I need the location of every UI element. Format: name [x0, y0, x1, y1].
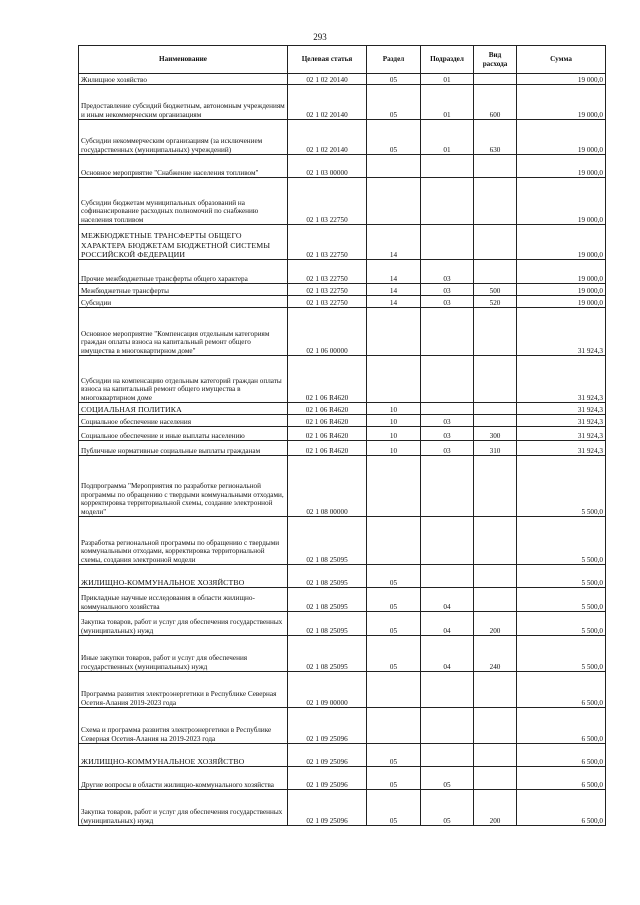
- table-row: [79, 517, 606, 565]
- row-section-cell: 10: [367, 403, 421, 415]
- row-name-cell: ЖИЛИЩНО-КОММУНАЛЬНОЕ ХОЗЯЙСТВО: [79, 744, 288, 767]
- row-type-cell: [474, 767, 517, 790]
- table-row: [79, 308, 606, 356]
- row-code-cell: 02 1 08 25095: [288, 588, 367, 612]
- row-section-cell: [367, 708, 421, 744]
- table-row: [79, 85, 606, 120]
- row-code-cell: 02 1 06 R4620: [288, 441, 367, 456]
- row-sum-cell: 31 924,3: [517, 441, 606, 456]
- row-type-cell: 520: [474, 296, 517, 308]
- row-sum-cell: 6 500,0: [517, 744, 606, 767]
- row-subsection-cell: [421, 403, 474, 415]
- row-sum-cell: 5 500,0: [517, 588, 606, 612]
- row-sum-cell: 5 500,0: [517, 565, 606, 588]
- row-subsection-cell: [421, 517, 474, 565]
- header-section: Раздел: [367, 46, 421, 74]
- header-name: Наименование: [79, 46, 288, 74]
- row-sum-cell: 5 500,0: [517, 636, 606, 672]
- row-subsection-cell: 03: [421, 296, 474, 308]
- row-name-cell: Субсидии бюджетам муниципальных образований на софинансирование расходных полномочий по снабжению населения топливом: [79, 178, 288, 225]
- row-code-cell: 02 1 06 R4620: [288, 415, 367, 427]
- row-code-cell: 02 1 03 22750: [288, 178, 367, 225]
- row-code-cell: 02 1 09 25096: [288, 790, 367, 826]
- row-sum-cell: 19 000,0: [517, 155, 606, 178]
- row-code-cell: 02 1 06 R4620: [288, 403, 367, 415]
- header-type: Вид расхода: [474, 46, 517, 74]
- row-section-cell: 05: [367, 85, 421, 120]
- row-subsection-cell: 05: [421, 767, 474, 790]
- row-section-cell: [367, 178, 421, 225]
- row-name-cell: Предоставление субсидий бюджетным, автономным учреждениям и иным некоммерческим организациям: [79, 85, 288, 120]
- row-code-cell: 02 1 08 25095: [288, 517, 367, 565]
- row-type-cell: 200: [474, 612, 517, 636]
- row-code-cell: 02 1 09 25096: [288, 744, 367, 767]
- row-subsection-cell: [421, 672, 474, 708]
- row-name-cell: Прочие межбюджетные трансферты общего характера: [79, 260, 288, 284]
- row-type-cell: [474, 356, 517, 403]
- header-subsection: Подраздел: [421, 46, 474, 74]
- row-code-cell: 02 1 09 00000: [288, 672, 367, 708]
- row-type-cell: 300: [474, 427, 517, 441]
- row-subsection-cell: 03: [421, 284, 474, 296]
- table-row: [79, 790, 606, 826]
- row-subsection-cell: 05: [421, 790, 474, 826]
- row-name-cell: Субсидии некоммерческим организациям (за исключением государственных (муниципальных) учреждений): [79, 120, 288, 155]
- row-name-cell: Закупка товаров, работ и услуг для обеспечения государственных (муниципальных) нужд: [79, 612, 288, 636]
- row-subsection-cell: 04: [421, 588, 474, 612]
- row-subsection-cell: [421, 155, 474, 178]
- row-section-cell: 05: [367, 767, 421, 790]
- row-code-cell: 02 1 08 25095: [288, 565, 367, 588]
- row-subsection-cell: [421, 308, 474, 356]
- row-sum-cell: 6 500,0: [517, 672, 606, 708]
- row-section-cell: 05: [367, 74, 421, 85]
- table-row: [79, 456, 606, 517]
- row-name-cell: Субсидии: [79, 296, 288, 308]
- table-row: [79, 612, 606, 636]
- row-name-cell: Прикладные научные исследования в области жилищно-коммунального хозяйства: [79, 588, 288, 612]
- row-sum-cell: 19 000,0: [517, 296, 606, 308]
- row-subsection-cell: [421, 456, 474, 517]
- row-sum-cell: 6 500,0: [517, 708, 606, 744]
- table-row: [79, 74, 606, 85]
- row-name-cell: Другие вопросы в области жилищно-коммунального хозяйства: [79, 767, 288, 790]
- row-code-cell: 02 1 02 20140: [288, 74, 367, 85]
- row-code-cell: 02 1 03 22750: [288, 225, 367, 260]
- row-name-cell: Межбюджетные трансферты: [79, 284, 288, 296]
- table-row: [79, 767, 606, 790]
- table-row: [79, 441, 606, 456]
- table-row: [79, 155, 606, 178]
- table-row: [79, 565, 606, 588]
- row-code-cell: 02 1 02 20140: [288, 85, 367, 120]
- row-subsection-cell: 04: [421, 636, 474, 672]
- row-name-cell: Жилищное хозяйство: [79, 74, 288, 85]
- row-code-cell: 02 1 06 00000: [288, 308, 367, 356]
- header-code: Целевая статья: [288, 46, 367, 74]
- table-header-row: [79, 46, 606, 74]
- row-name-cell: МЕЖБЮДЖЕТНЫЕ ТРАНСФЕРТЫ ОБЩЕГО ХАРАКТЕРА БЮДЖЕТАМ БЮДЖЕТНОЙ СИСТЕМЫ РОССИЙСКОЙ ФЕДЕРАЦИИ: [79, 225, 288, 260]
- row-name-cell: СОЦИАЛЬНАЯ ПОЛИТИКА: [79, 403, 288, 415]
- row-section-cell: 05: [367, 744, 421, 767]
- row-name-cell: ЖИЛИЩНО-КОММУНАЛЬНОЕ ХОЗЯЙСТВО: [79, 565, 288, 588]
- row-type-cell: [474, 672, 517, 708]
- row-subsection-cell: 01: [421, 74, 474, 85]
- table-row: [79, 415, 606, 427]
- row-sum-cell: 19 000,0: [517, 178, 606, 225]
- row-code-cell: 02 1 03 00000: [288, 155, 367, 178]
- budget-table: [78, 45, 606, 826]
- row-type-cell: [474, 415, 517, 427]
- row-type-cell: [474, 708, 517, 744]
- row-section-cell: [367, 517, 421, 565]
- row-sum-cell: 31 924,3: [517, 356, 606, 403]
- row-code-cell: 02 1 03 22750: [288, 284, 367, 296]
- row-type-cell: [474, 74, 517, 85]
- table-row: [79, 260, 606, 284]
- row-type-cell: 600: [474, 85, 517, 120]
- row-name-cell: Подпрограмма "Мероприятия по разработке региональной программы по обращению с твердыми коммунальными отходами, корректировка территориальной схемы, создание электронной модели": [79, 456, 288, 517]
- row-subsection-cell: 01: [421, 85, 474, 120]
- row-name-cell: Основное мероприятие "Компенсация отдельным категориям граждан оплаты взноса на капитальный ремонт общего имущества в многоквартирном доме": [79, 308, 288, 356]
- row-sum-cell: 19 000,0: [517, 74, 606, 85]
- row-name-cell: Социальное обеспечение и иные выплаты населению: [79, 427, 288, 441]
- table-body: [79, 74, 606, 826]
- row-code-cell: 02 1 09 25096: [288, 767, 367, 790]
- row-name-cell: Субсидии на компенсацию отдельным категорий граждан оплаты взноса на капитальный ремонт общего имущества в многоквартирном доме: [79, 356, 288, 403]
- row-type-cell: [474, 308, 517, 356]
- row-name-cell: Программа развития электроэнергетики в Республике Северная Осетия-Алания 2019-2023 года: [79, 672, 288, 708]
- row-code-cell: 02 1 06 R4620: [288, 356, 367, 403]
- row-type-cell: [474, 588, 517, 612]
- row-section-cell: [367, 356, 421, 403]
- row-sum-cell: 6 500,0: [517, 790, 606, 826]
- row-sum-cell: 19 000,0: [517, 284, 606, 296]
- row-subsection-cell: [421, 225, 474, 260]
- row-section-cell: [367, 672, 421, 708]
- row-section-cell: 05: [367, 588, 421, 612]
- row-name-cell: Закупка товаров, работ и услуг для обеспечения государственных (муниципальных) нужд: [79, 790, 288, 826]
- row-name-cell: Схема и программа развития электроэнергетики в Республике Северная Осетия-Алания на 2019-2023 года: [79, 708, 288, 744]
- row-type-cell: [474, 260, 517, 284]
- row-type-cell: [474, 403, 517, 415]
- table-row: [79, 225, 606, 260]
- row-type-cell: [474, 744, 517, 767]
- row-subsection-cell: [421, 356, 474, 403]
- row-section-cell: 05: [367, 565, 421, 588]
- row-sum-cell: 5 500,0: [517, 456, 606, 517]
- row-section-cell: 10: [367, 427, 421, 441]
- header-sum: Сумма: [517, 46, 606, 74]
- table-row: [79, 588, 606, 612]
- row-section-cell: [367, 155, 421, 178]
- row-section-cell: 05: [367, 120, 421, 155]
- row-sum-cell: 31 924,3: [517, 308, 606, 356]
- table-row: [79, 636, 606, 672]
- row-type-cell: [474, 178, 517, 225]
- row-subsection-cell: 01: [421, 120, 474, 155]
- row-subsection-cell: [421, 565, 474, 588]
- row-subsection-cell: 03: [421, 415, 474, 427]
- row-section-cell: 05: [367, 790, 421, 826]
- table-row: [79, 708, 606, 744]
- row-sum-cell: 31 924,3: [517, 403, 606, 415]
- row-name-cell: Социальное обеспечение населения: [79, 415, 288, 427]
- row-type-cell: 500: [474, 284, 517, 296]
- row-section-cell: [367, 308, 421, 356]
- page-number: 293: [313, 32, 327, 42]
- table-row: [79, 356, 606, 403]
- row-code-cell: 02 1 02 20140: [288, 120, 367, 155]
- row-sum-cell: 19 000,0: [517, 260, 606, 284]
- row-sum-cell: 5 500,0: [517, 612, 606, 636]
- table-row: [79, 403, 606, 415]
- row-code-cell: 02 1 08 25095: [288, 612, 367, 636]
- row-code-cell: 02 1 03 22750: [288, 296, 367, 308]
- row-section-cell: 14: [367, 296, 421, 308]
- row-section-cell: 05: [367, 612, 421, 636]
- row-subsection-cell: 03: [421, 260, 474, 284]
- row-sum-cell: 19 000,0: [517, 225, 606, 260]
- table-row: [79, 178, 606, 225]
- row-sum-cell: 19 000,0: [517, 120, 606, 155]
- row-section-cell: 10: [367, 441, 421, 456]
- row-sum-cell: 6 500,0: [517, 767, 606, 790]
- row-subsection-cell: 04: [421, 612, 474, 636]
- table-row: [79, 744, 606, 767]
- row-subsection-cell: 03: [421, 441, 474, 456]
- row-code-cell: 02 1 03 22750: [288, 260, 367, 284]
- row-subsection-cell: [421, 708, 474, 744]
- row-section-cell: 05: [367, 636, 421, 672]
- row-sum-cell: 31 924,3: [517, 427, 606, 441]
- table-row: [79, 672, 606, 708]
- row-subsection-cell: [421, 744, 474, 767]
- row-type-cell: 240: [474, 636, 517, 672]
- row-sum-cell: 19 000,0: [517, 85, 606, 120]
- row-section-cell: 14: [367, 284, 421, 296]
- row-type-cell: 310: [474, 441, 517, 456]
- row-type-cell: 200: [474, 790, 517, 826]
- row-section-cell: 10: [367, 415, 421, 427]
- row-sum-cell: 5 500,0: [517, 517, 606, 565]
- row-name-cell: Публичные нормативные социальные выплаты гражданам: [79, 441, 288, 456]
- row-name-cell: Основное мероприятие "Снабжение населения топливом": [79, 155, 288, 178]
- row-type-cell: [474, 155, 517, 178]
- table-row: [79, 120, 606, 155]
- row-section-cell: [367, 456, 421, 517]
- row-type-cell: [474, 456, 517, 517]
- row-section-cell: 14: [367, 260, 421, 284]
- row-name-cell: Иные закупки товаров, работ и услуг для обеспечения государственных (муниципальных) нужд: [79, 636, 288, 672]
- row-type-cell: 630: [474, 120, 517, 155]
- row-code-cell: 02 1 09 25096: [288, 708, 367, 744]
- table-row: [79, 296, 606, 308]
- row-sum-cell: 31 924,3: [517, 415, 606, 427]
- table-row: [79, 427, 606, 441]
- row-subsection-cell: 03: [421, 427, 474, 441]
- row-code-cell: 02 1 08 25095: [288, 636, 367, 672]
- row-type-cell: [474, 517, 517, 565]
- row-name-cell: Разработка региональной программы по обращению с твердыми коммунальными отходами, корректировка территориальной схемы, создания электронной модели: [79, 517, 288, 565]
- row-code-cell: 02 1 06 R4620: [288, 427, 367, 441]
- table-row: [79, 284, 606, 296]
- row-type-cell: [474, 565, 517, 588]
- row-type-cell: [474, 225, 517, 260]
- row-subsection-cell: [421, 178, 474, 225]
- row-section-cell: 14: [367, 225, 421, 260]
- row-code-cell: 02 1 08 00000: [288, 456, 367, 517]
